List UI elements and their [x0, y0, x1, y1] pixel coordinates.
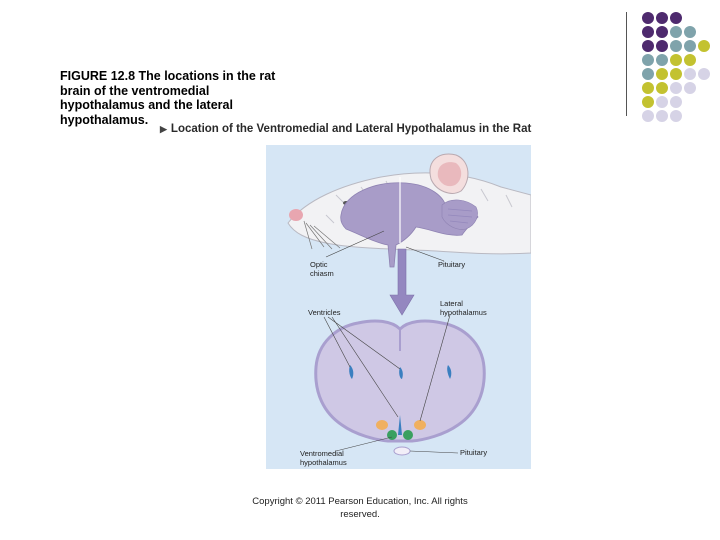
figure-caption: FIGURE 12.8 The locations in the rat brain of the ventromedial hypothalamus and the lateral hypothalamus.: [60, 69, 276, 127]
decor-dot: [656, 12, 668, 24]
decor-dot: [670, 68, 682, 80]
decor-dot: [642, 12, 654, 24]
decor-dot: [642, 40, 654, 52]
lateral-hypothalamus-left: [376, 420, 388, 430]
decor-dot: [642, 68, 654, 80]
decor-dot: [656, 110, 668, 122]
decor-dot: [642, 96, 654, 108]
decor-dot: [642, 82, 654, 94]
decor-dot: [698, 40, 710, 52]
decor-dot: [642, 26, 654, 38]
title-arrow-icon: ▶: [160, 124, 167, 134]
decor-dot: [656, 40, 668, 52]
figure-title: [160, 123, 531, 135]
label-ventromedial-hypothalamus: Ventromedial hypothalamus: [300, 449, 347, 467]
decor-dot: [656, 96, 668, 108]
pituitary-section: [394, 447, 410, 455]
figure-title-text: Location of the Ventromedial and Lateral Hypothalamus in the Rat: [170, 123, 532, 135]
label-optic-chiasm: Optic chiasm: [310, 260, 334, 278]
rat-nose: [289, 209, 303, 221]
rat-brain-diagram: [266, 145, 531, 469]
decor-dot: [656, 54, 668, 66]
lateral-hypothalamus-right: [414, 420, 426, 430]
pituitary-bottom-leader: [410, 451, 458, 453]
copyright-notice: Copyright © 2011 Pearson Education, Inc. All rights reserved.: [252, 496, 468, 520]
label-pituitary-top: Pituitary: [438, 260, 466, 269]
decor-dot: [670, 110, 682, 122]
ventromedial-hypothalamus-right: [403, 430, 413, 440]
decor-dot: [684, 54, 696, 66]
decorative-dot-grid: [640, 10, 720, 120]
decorative-divider-line: [626, 12, 627, 116]
decor-dot: [670, 40, 682, 52]
decor-dot: [684, 26, 696, 38]
decor-dot: [656, 26, 668, 38]
decor-dot: [670, 96, 682, 108]
ventromedial-leader: [336, 437, 392, 451]
decor-dot: [670, 12, 682, 24]
decor-dot: [670, 26, 682, 38]
decor-dot: [698, 68, 710, 80]
label-ventricles: Ventricles: [308, 308, 341, 317]
ventromedial-hypothalamus-left: [387, 430, 397, 440]
decor-dot: [642, 110, 654, 122]
decor-dot: [684, 40, 696, 52]
decor-dot: [670, 82, 682, 94]
decor-dot: [684, 68, 696, 80]
decor-dot: [656, 82, 668, 94]
decor-dot: [684, 82, 696, 94]
decor-dot: [656, 68, 668, 80]
decor-dot: [670, 54, 682, 66]
label-pituitary-bottom: Pituitary: [460, 448, 488, 457]
label-lateral-hypothalamus: Lateral hypothalamus: [440, 299, 487, 317]
decor-dot: [642, 54, 654, 66]
